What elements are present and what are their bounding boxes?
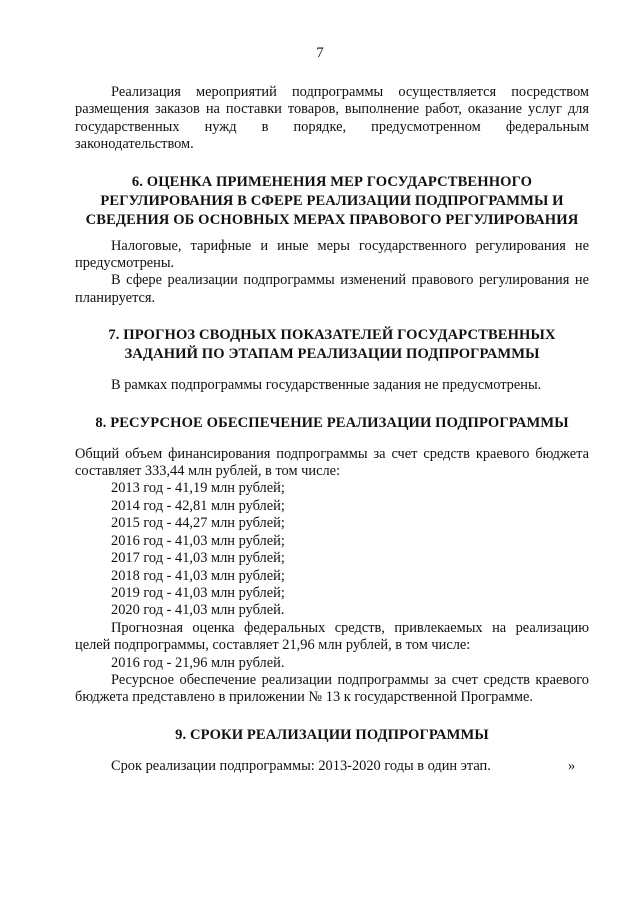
document-body: [75, 84, 589, 776]
section-8-resource-paragraph: Ресурсное обеспечение реализации подпрограммы за счет средств краевого бюджета представлено в приложении № 13 к государственной Программе.: [75, 671, 589, 706]
year-line: 2014 год - 42,81 млн рублей;: [111, 497, 285, 514]
section-9-row: [75, 758, 589, 776]
section-7-paragraph-1: В рамках подпрограммы государственные задания не предусмотрены.: [111, 377, 542, 394]
year-line: 2019 год - 41,03 млн рублей;: [111, 584, 285, 601]
year-line: 2016 год - 41,03 млн рублей;: [111, 532, 285, 549]
year-line: 2020 год - 41,03 млн рублей.: [111, 602, 285, 619]
year-line: 2017 год - 41,03 млн рублей;: [111, 550, 285, 567]
section-6-paragraph-2: В сфере реализации подпрограммы изменений правового регулирования не планируется.: [75, 272, 589, 306]
year-line: 2013 год - 41,19 млн рублей;: [111, 480, 285, 497]
section-9-heading: 9. СРОКИ РЕАЛИЗАЦИИ ПОДПРОГРАММЫ: [175, 726, 489, 743]
section-8-federal-paragraph: Прогнозная оценка федеральных средств, привлекаемых на реализацию целей подпрограммы, составляет 21,96 млн рублей, в том числе:: [75, 619, 589, 654]
federal-year-line: 2016 год - 21,96 млн рублей.: [111, 654, 285, 671]
year-line: 2018 год - 41,03 млн рублей;: [111, 567, 285, 584]
year-line: 2015 год - 44,27 млн рублей;: [111, 515, 285, 532]
section-8-year-list: [75, 480, 589, 619]
section-6-heading: 6. ОЦЕНКА ПРИМЕНЕНИЯ МЕР ГОСУДАРСТВЕННОГО РЕГУЛИРОВАНИЯ В СФЕРЕ РЕАЛИЗАЦИИ ПОДПРОГРАММЫ И СВЕДЕНИЯ ОБ ОСНОВНЫХ МЕРАХ ПРАВОВОГО РЕГУЛИРОВАНИЯ: [85, 173, 579, 228]
section-8-heading: 8. РЕСУРСНОЕ ОБЕСПЕЧЕНИЕ РЕАЛИЗАЦИИ ПОДПРОГРАММЫ: [95, 414, 569, 431]
section-9-paragraph-1: Срок реализации подпрограммы: 2013-2020 годы в один этап.: [111, 757, 491, 774]
page-number: 7: [316, 45, 324, 61]
section-7-heading: 7. ПРОГНОЗ СВОДНЫХ ПОКАЗАТЕЛЕЙ ГОСУДАРСТВЕННЫХ ЗАДАНИЙ ПО ЭТАПАМ РЕАЛИЗАЦИИ ПОДПРОГРАММЫ: [108, 327, 556, 363]
section-8-total-paragraph: Общий объем финансирования подпрограммы за счет средств краевого бюджета составляет 333,44 млн рублей, в том числе:: [75, 445, 589, 480]
section-6-paragraph-1: Налоговые, тарифные и иные меры государственного регулирования не предусмотрены.: [75, 237, 589, 272]
intro-paragraph: Реализация мероприятий подпрограммы осуществляется посредством размещения заказов на поставки товаров, выполнение работ, оказание услуг для государственных нужд в порядке, предусмотренном федеральным законодательством.: [75, 84, 589, 153]
closing-quote: »: [568, 757, 576, 774]
